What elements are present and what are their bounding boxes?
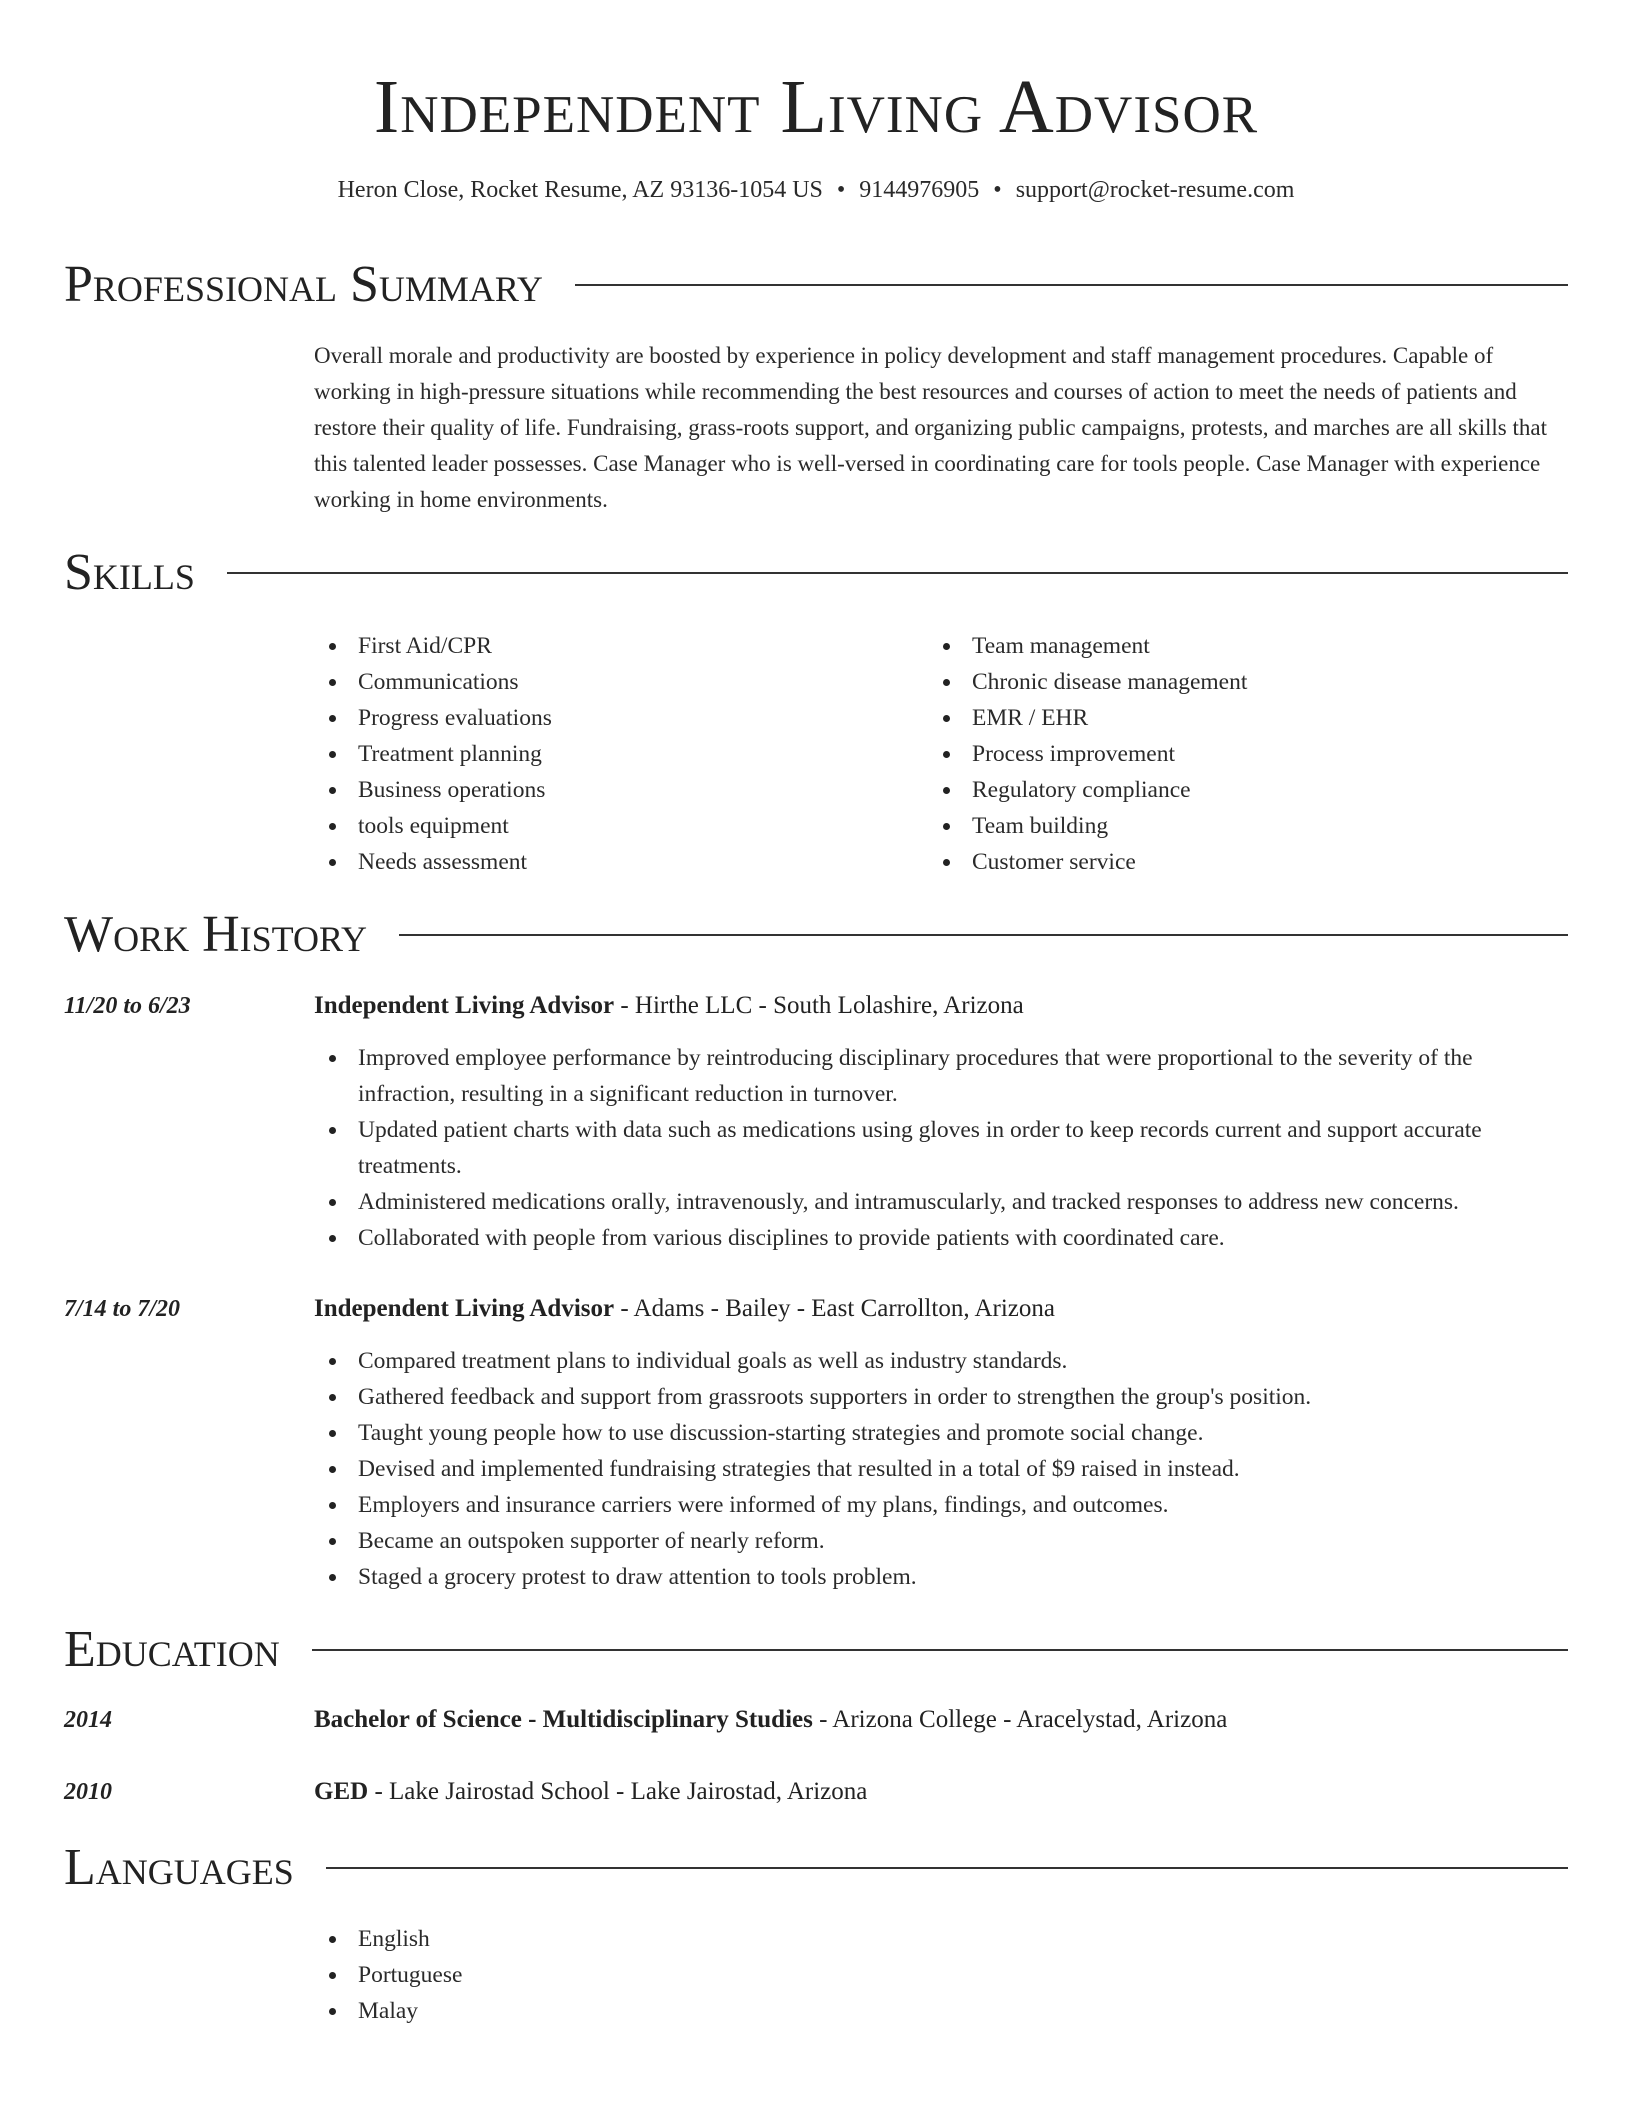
job-bullet: Taught young people how to use discussion-starting strategies and promote social change. [314,1415,1568,1451]
contact-email: support@rocket-resume.com [1015,177,1295,203]
job-bullet: Staged a grocery protest to draw attention to tools problem. [314,1559,1568,1595]
job-bullet: Compared treatment plans to individual goals as well as industry standards. [314,1343,1568,1379]
contact-separator: • [993,177,1002,203]
skill-item: Customer service [928,844,1568,880]
education-section-header [64,1615,1568,1685]
language-item: English [314,1921,1568,1957]
job-bullet: Collaborated with people from various disciplines to provide patients with coordinated care. [314,1220,1568,1256]
contact-separator: • [836,177,846,203]
skill-item: Process improvement [928,736,1568,772]
skill-item: EMR / EHR [928,700,1568,736]
work-section-header [64,900,1568,970]
skill-item: Team building [928,808,1568,844]
section-title-work: Work History [64,906,368,963]
section-divider [312,1649,1568,1651]
section-divider [575,284,1568,286]
section-title-summary: Professional Summary [64,256,543,313]
job-details: - Hirthe LLC - South Lolashire, Arizona [614,992,1024,1019]
job-bullet: Became an outspoken supporter of nearly reform. [314,1523,1568,1559]
job-bullet: Improved employee performance by reintroducing disciplinary procedures that were proportional to the severity of the infraction, resulting in a significant reduction in turnover. [314,1040,1568,1112]
skill-item: Chronic disease management [928,664,1568,700]
job-bullet: Gathered feedback and support from grassroots supporters in order to strengthen the group's position. [314,1379,1568,1415]
education-year: 2014 [64,1707,112,1733]
education-details: - Lake Jairostad School - Lake Jairostad, Arizona [368,1778,868,1805]
job-heading [314,988,1024,1024]
job-bullets [314,1343,1568,1595]
education-heading [314,1702,1227,1738]
job-bullet: Employers and insurance carriers were informed of my plans, findings, and outcomes. [314,1487,1568,1523]
education-degree: Bachelor of Science - Multidisciplinary Studies [314,1706,813,1733]
summary-text: Overall morale and productivity are boosted by experience in policy development and staff management procedures. Capable of working in high-pressure situations while recommending the best resources and courses of action to meet the needs of patients and restore their quality of life. Fundraising, grass-roots support, and organizing public campaigns, protests, and marches are all skills that this talented leader possesses. Case Manager who is well-versed in coordinating care for tools people. Case Manager with experience working in home environments. [314,343,1547,512]
job-bullet: Updated patient charts with data such as medications using gloves in order to keep records current and support accurate treatments. [314,1112,1568,1184]
skill-item: First Aid/CPR [314,628,914,664]
skill-item: Regulatory compliance [928,772,1568,808]
contact-phone: 9144976905 [859,177,980,203]
job-heading [314,1291,1055,1327]
section-title-skills: Skills [64,544,195,601]
skill-item: Business operations [314,772,914,808]
education-degree: GED [314,1778,369,1805]
skill-item: Needs assessment [314,844,914,880]
resume-name: Independent Living Advisor [373,65,1259,149]
section-title-education: Education [64,1621,280,1678]
job-bullets [314,1040,1568,1256]
job-details: - Adams - Bailey - East Carrollton, Arizona [614,1295,1055,1322]
languages-section-header [64,1833,1568,1903]
job-dates: 7/14 to 7/20 [64,1296,181,1322]
skill-item: tools equipment [314,808,914,844]
summary-section-header [64,250,1568,320]
section-divider [399,934,1568,936]
skills-list-left [314,628,914,880]
job-title: Independent Living Advisor [314,992,615,1019]
section-title-languages: Languages [64,1839,294,1896]
skill-item: Progress evaluations [314,700,914,736]
contact-line [0,174,1632,206]
language-item: Portuguese [314,1957,1568,1993]
section-divider [326,1867,1568,1869]
contact-address: Heron Close, Rocket Resume, AZ 93136-1054 US [337,177,823,203]
skill-item: Treatment planning [314,736,914,772]
job-bullet: Administered medications orally, intravenously, and intramuscularly, and tracked responses to address new concerns. [314,1184,1568,1220]
languages-list [314,1921,1568,2029]
education-year: 2010 [64,1779,112,1805]
skill-item: Communications [314,664,914,700]
language-item: Malay [314,1993,1568,2029]
section-divider [227,572,1568,574]
skills-section-header [64,538,1568,608]
skill-item: Team management [928,628,1568,664]
education-heading [314,1774,867,1810]
job-dates: 11/20 to 6/23 [64,993,191,1019]
education-details: - Arizona College - Aracelystad, Arizona [812,1706,1228,1733]
job-bullet: Devised and implemented fundraising strategies that resulted in a total of $9 raised in instead. [314,1451,1568,1487]
job-title: Independent Living Advisor [314,1295,615,1322]
skills-list-right [928,628,1568,880]
